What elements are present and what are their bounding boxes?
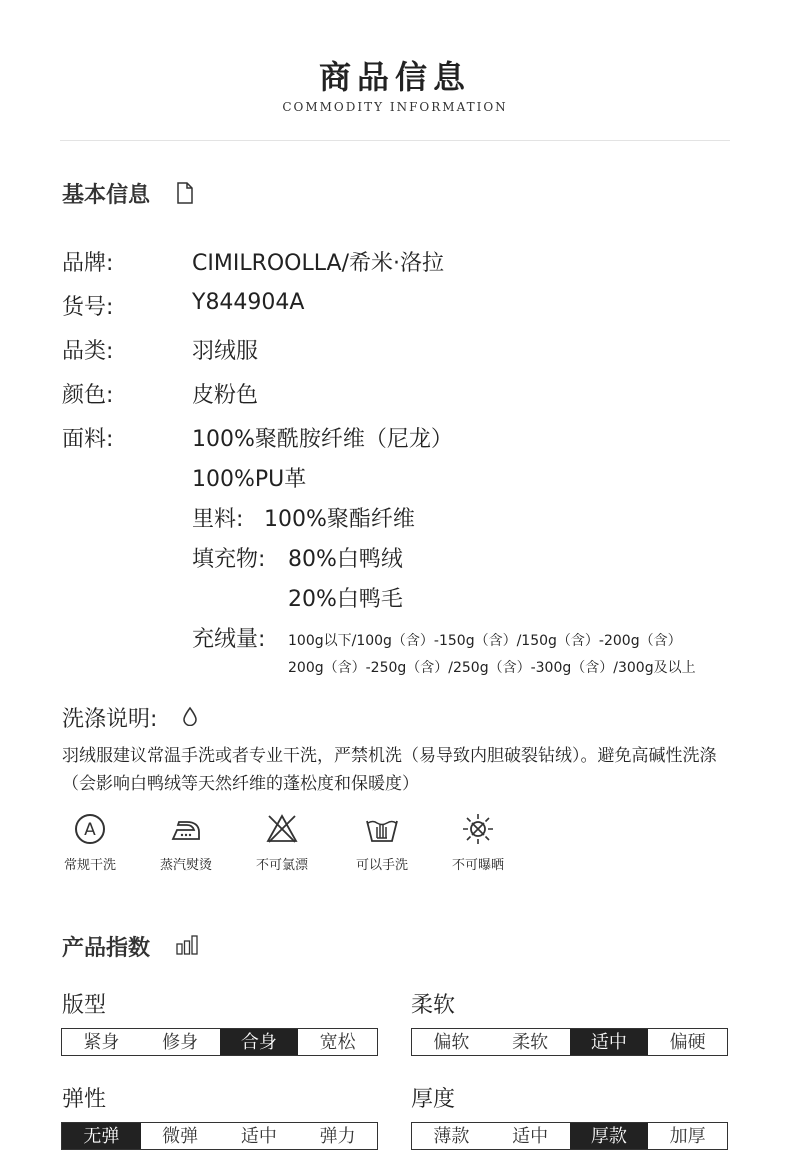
care-label: 常规干洗 — [63, 858, 116, 873]
care-label: 不可曝晒 — [451, 858, 504, 873]
scale-option: 适中 — [512, 1126, 549, 1147]
no-bleach-icon — [242, 812, 322, 846]
lining-value: 100%聚酯纤维 — [264, 507, 415, 532]
fabric-label: 面料: — [62, 427, 114, 452]
basic-info-heading: 基本信息 — [62, 183, 151, 208]
fabric-extra-value: 100%PU革 — [192, 467, 307, 492]
product-index-heading: 产品指数 — [62, 936, 151, 961]
scale-option-selected: 适中 — [570, 1029, 649, 1055]
header-divider — [60, 140, 730, 141]
fabric-value: 100%聚酰胺纤维（尼龙） — [192, 427, 453, 452]
index-label-softness: 柔软 — [411, 993, 456, 1018]
scale-option: 宽松 — [319, 1032, 356, 1053]
scale-option: 紧身 — [83, 1032, 120, 1053]
dry-clean-icon — [50, 812, 130, 846]
steam-iron-icon — [146, 812, 226, 846]
care-label: 不可氯漂 — [255, 858, 308, 873]
water-drop-icon — [182, 706, 198, 730]
category-value: 羽绒服 — [192, 339, 259, 364]
scale-option: 偏硬 — [669, 1032, 706, 1053]
washing-text: 羽绒服建议常温手洗或者专业干洗，严禁机洗（易导致内胆破裂钻绒）。避免高碱性洗涤（会影响白鸭绒等天然纤维的蓬松度和保暖度） — [62, 746, 717, 794]
lining-label: 里料: — [192, 507, 244, 532]
index-scale-softness — [411, 1028, 728, 1056]
hand-wash-icon — [342, 812, 422, 846]
brand-label: 品牌: — [62, 251, 114, 276]
scale-option: 薄款 — [433, 1126, 470, 1147]
care-item-steam-iron — [146, 812, 226, 873]
filling-value-1: 80%白鸭绒 — [288, 547, 403, 572]
filling-value-2: 20%白鸭毛 — [288, 587, 403, 612]
index-label-fit: 版型 — [62, 993, 107, 1018]
scale-option-selected: 合身 — [220, 1029, 299, 1055]
index-scale-thickness — [411, 1122, 728, 1150]
scale-option: 柔软 — [512, 1032, 549, 1053]
color-label: 颜色: — [62, 383, 114, 408]
scale-option: 适中 — [240, 1126, 277, 1147]
washing-heading: 洗涤说明: — [62, 707, 158, 732]
index-label-elasticity: 弹性 — [62, 1087, 107, 1112]
care-item-no-sun-dry — [438, 812, 518, 873]
fill-amount-line-2: 200g（含）-250g（含）/250g（含）-300g（含）/300g及以上 — [288, 660, 696, 676]
document-icon — [176, 182, 194, 208]
care-item-no-bleach — [242, 812, 322, 873]
index-label-thickness: 厚度 — [411, 1087, 456, 1112]
page-title: 商品信息 — [318, 58, 471, 96]
scale-option: 偏软 — [433, 1032, 470, 1053]
scale-option: 修身 — [162, 1032, 199, 1053]
scale-option: 弹力 — [319, 1126, 356, 1147]
scale-option: 加厚 — [669, 1126, 706, 1147]
scale-option: 微弹 — [162, 1126, 199, 1147]
no-sun-dry-icon — [438, 812, 518, 846]
fill-amount-line-1: 100g以下/100g（含）-150g（含）/150g（含）-200g（含） — [288, 633, 682, 649]
category-label: 品类: — [62, 339, 114, 364]
care-item-hand-wash — [342, 812, 422, 873]
filling-label: 填充物: — [192, 547, 266, 572]
index-scale-elasticity — [61, 1122, 378, 1150]
brand-value: CIMILROOLLA/希米·洛拉 — [192, 251, 444, 276]
care-label: 蒸汽熨烫 — [159, 858, 212, 873]
scale-option-selected: 厚款 — [570, 1123, 649, 1149]
item-number-label: 货号: — [62, 295, 114, 320]
scale-option-selected: 无弹 — [62, 1123, 141, 1149]
bar-index-icon — [176, 935, 198, 959]
color-value: 皮粉色 — [192, 383, 259, 408]
index-scale-fit — [61, 1028, 378, 1056]
svg-text:A: A — [84, 820, 96, 840]
care-item-dry-clean — [50, 812, 130, 873]
fill-amount-label: 充绒量: — [192, 627, 266, 652]
page-subtitle: COMMODITY INFORMATION — [282, 100, 508, 114]
care-label: 可以手洗 — [355, 858, 408, 873]
item-number-value: Y844904A — [192, 290, 305, 315]
